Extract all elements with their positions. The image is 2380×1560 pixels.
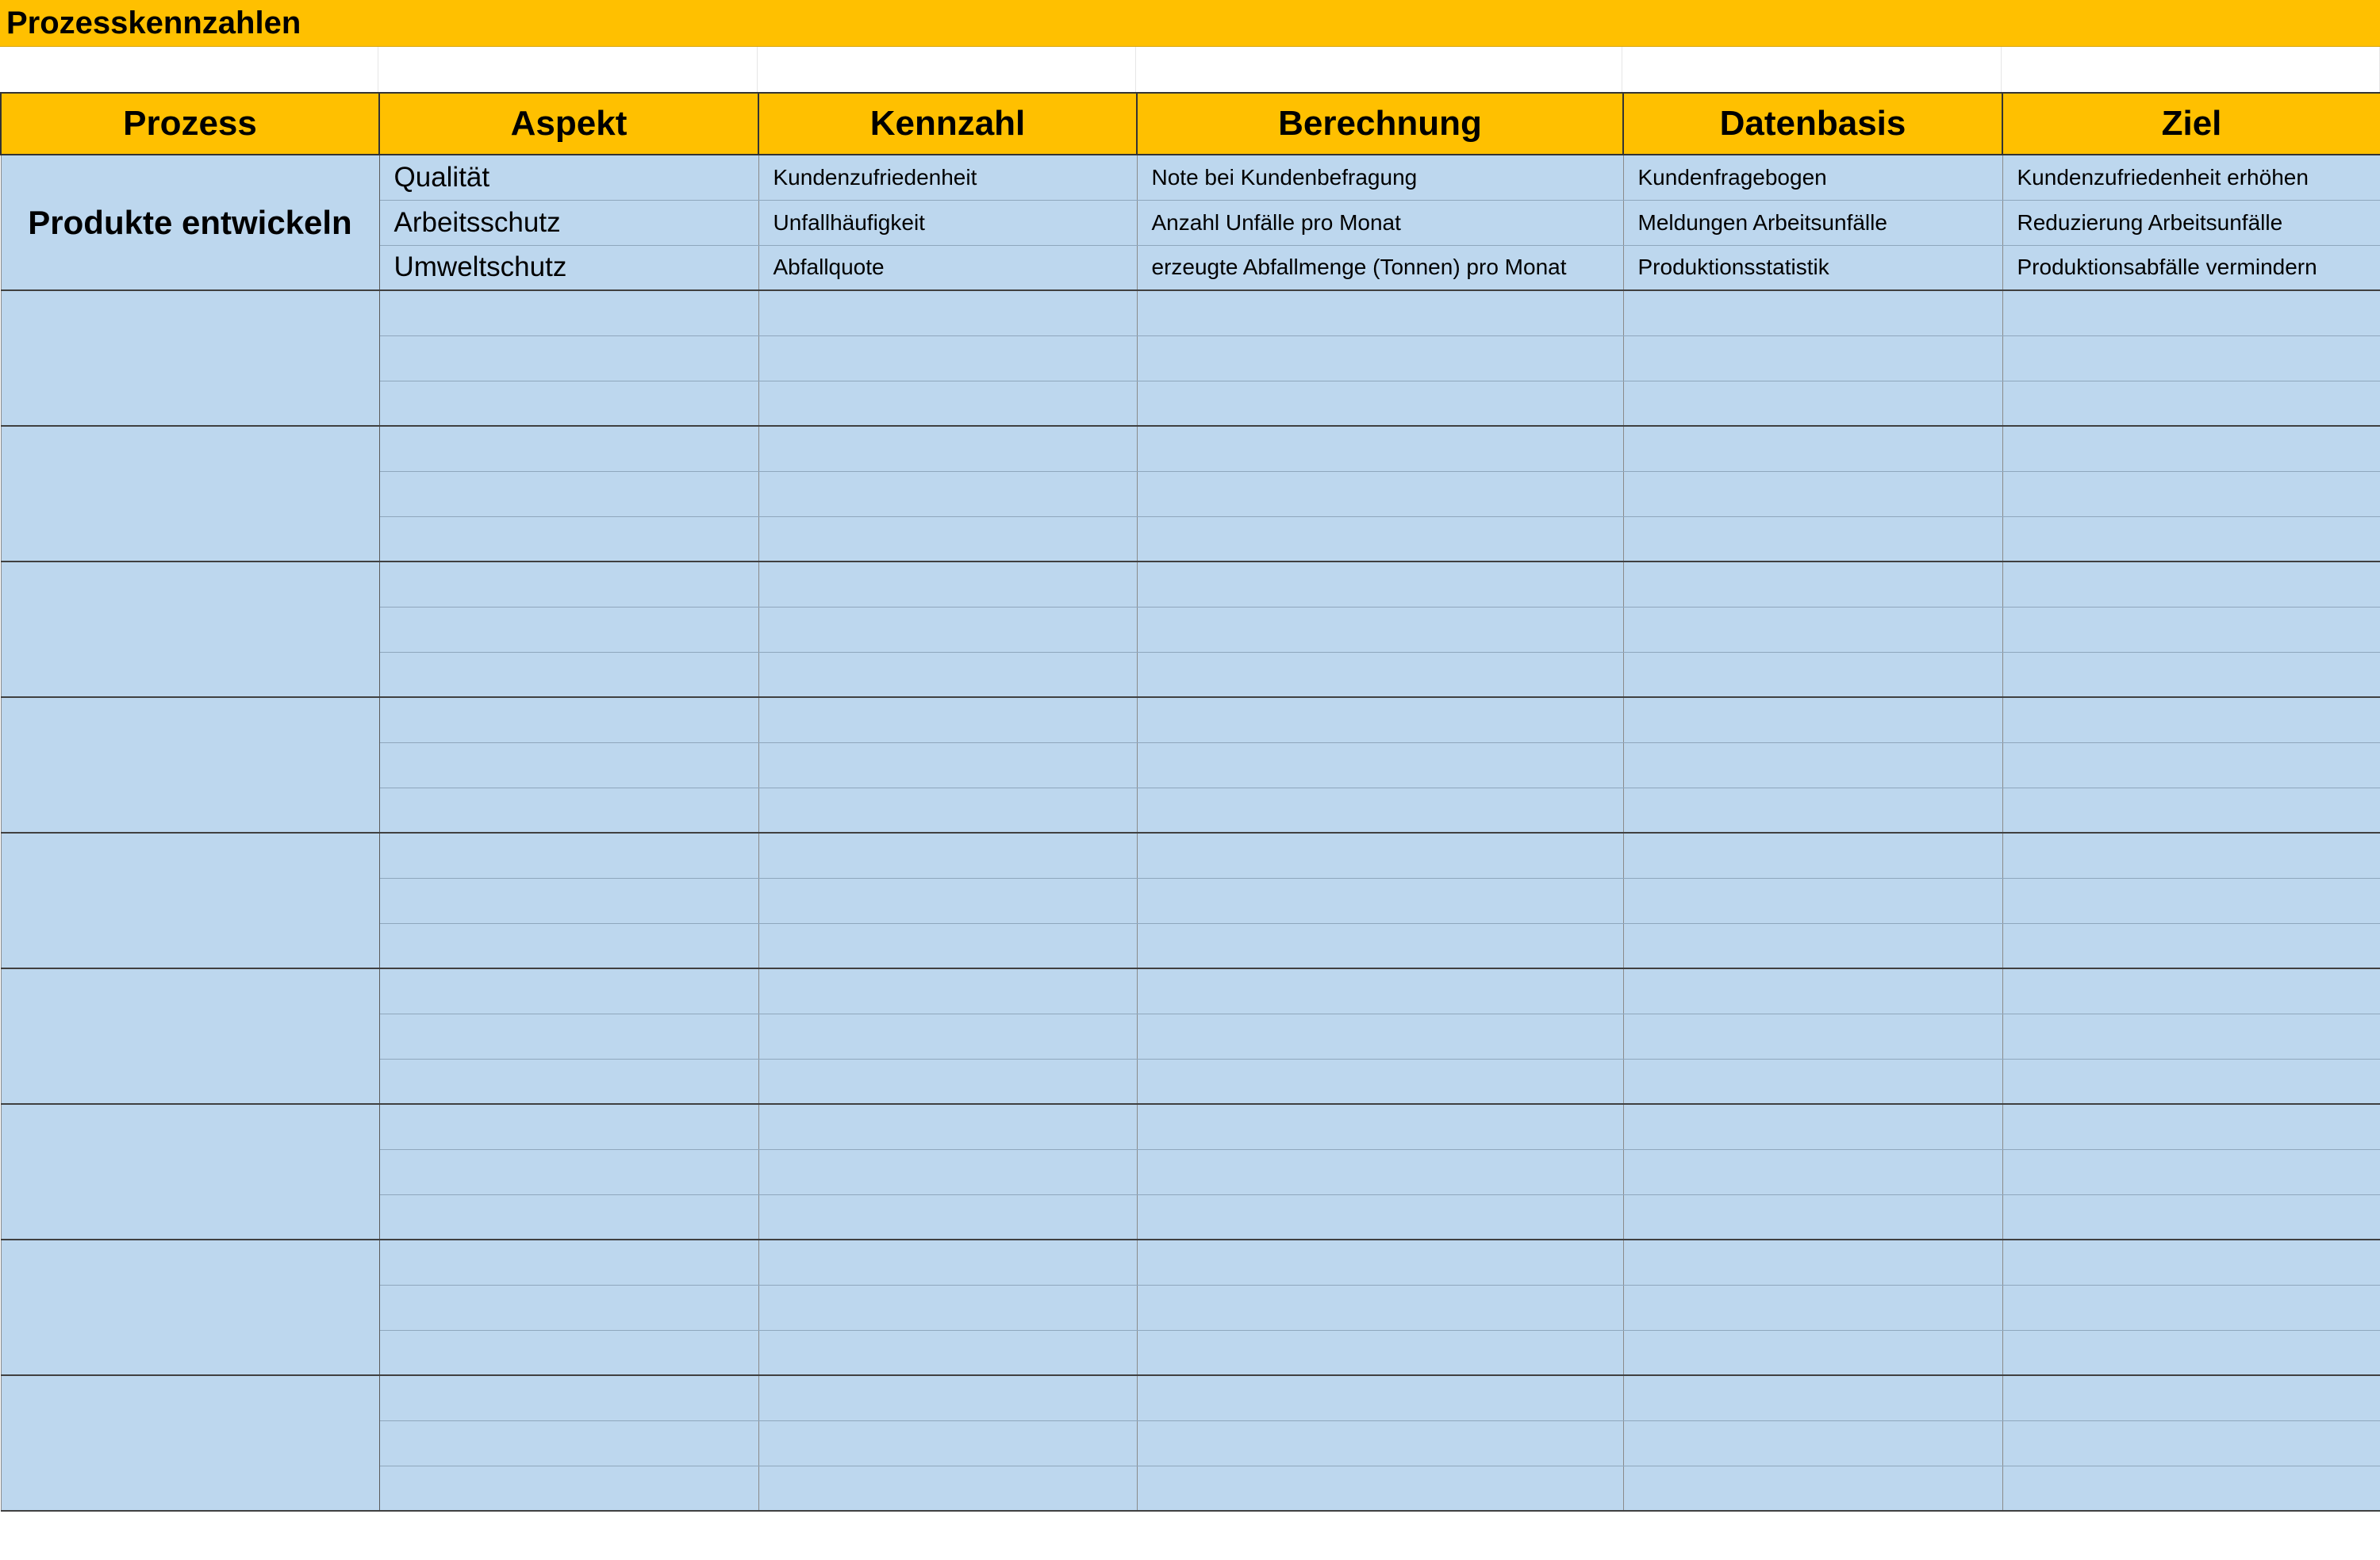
cell-datenbasis[interactable]	[1623, 381, 2002, 426]
cell-kennzahl[interactable]: Unfallhäufigkeit	[758, 200, 1137, 245]
cell-aspekt[interactable]	[379, 697, 758, 742]
cell-berechnung[interactable]	[1137, 1194, 1623, 1240]
cell-aspekt[interactable]	[379, 878, 758, 923]
cell-kennzahl[interactable]	[758, 1330, 1137, 1375]
cell-aspekt[interactable]	[379, 1240, 758, 1285]
cell-datenbasis[interactable]	[1623, 1285, 2002, 1330]
cell-berechnung[interactable]	[1137, 923, 1623, 968]
cell-datenbasis[interactable]	[1623, 335, 2002, 381]
cell-prozess[interactable]	[1, 833, 379, 968]
cell-berechnung[interactable]	[1137, 1149, 1623, 1194]
cell-aspekt[interactable]	[379, 290, 758, 335]
header-prozess[interactable]: Prozess	[1, 93, 379, 155]
table-row	[1, 290, 2380, 335]
cell-kennzahl[interactable]	[758, 1240, 1137, 1285]
cell-aspekt[interactable]	[379, 1149, 758, 1194]
cell-berechnung[interactable]	[1137, 1059, 1623, 1104]
cell-aspekt[interactable]: Umweltschutz	[379, 245, 758, 290]
cell-kennzahl[interactable]	[758, 697, 1137, 742]
cell-kennzahl[interactable]: Abfallquote	[758, 245, 1137, 290]
cell-ziel[interactable]	[2002, 335, 2380, 381]
cell-ziel[interactable]	[2002, 923, 2380, 968]
cell-ziel[interactable]: Produktionsabfälle vermindern	[2002, 245, 2380, 290]
cell-ziel[interactable]	[2002, 833, 2380, 878]
table-row	[1, 562, 2380, 607]
cell-aspekt[interactable]	[379, 516, 758, 562]
cell-datenbasis[interactable]	[1623, 607, 2002, 652]
cell-aspekt[interactable]	[379, 381, 758, 426]
cell-datenbasis[interactable]	[1623, 697, 2002, 742]
cell-ziel[interactable]	[2002, 290, 2380, 335]
cell-berechnung[interactable]	[1137, 1104, 1623, 1149]
cell-ziel[interactable]	[2002, 1104, 2380, 1149]
cell-aspekt[interactable]	[379, 1330, 758, 1375]
cell-aspekt[interactable]	[379, 426, 758, 471]
cell-datenbasis[interactable]	[1623, 968, 2002, 1014]
table-row	[1, 155, 2380, 200]
cell-aspekt[interactable]	[379, 471, 758, 516]
cell-datenbasis[interactable]: Kundenfragebogen	[1623, 155, 2002, 200]
cell-aspekt[interactable]	[379, 788, 758, 833]
cell-aspekt[interactable]	[379, 833, 758, 878]
cell-kennzahl[interactable]	[758, 1466, 1137, 1511]
cell-ziel[interactable]	[2002, 562, 2380, 607]
cell-datenbasis[interactable]: Produktionsstatistik	[1623, 245, 2002, 290]
cell-ziel[interactable]	[2002, 1420, 2380, 1466]
table-row	[1, 1375, 2380, 1420]
cell-datenbasis[interactable]	[1623, 1014, 2002, 1059]
cell-kennzahl[interactable]	[758, 788, 1137, 833]
cell-datenbasis[interactable]	[1623, 1330, 2002, 1375]
cell-prozess[interactable]	[1, 1375, 379, 1511]
cell-ziel[interactable]	[2002, 1466, 2380, 1511]
cell-aspekt[interactable]	[379, 923, 758, 968]
cell-aspekt[interactable]	[379, 742, 758, 788]
cell-kennzahl[interactable]	[758, 381, 1137, 426]
cell-berechnung[interactable]	[1137, 471, 1623, 516]
empty-cell[interactable]	[2002, 47, 2380, 92]
empty-cell[interactable]	[0, 47, 378, 92]
cell-aspekt[interactable]	[379, 1014, 758, 1059]
header-ziel[interactable]: Ziel	[2002, 93, 2380, 155]
cell-prozess[interactable]	[1, 968, 379, 1104]
cell-ziel[interactable]	[2002, 878, 2380, 923]
cell-aspekt[interactable]	[379, 1285, 758, 1330]
cell-datenbasis[interactable]	[1623, 1149, 2002, 1194]
cell-kennzahl[interactable]	[758, 1375, 1137, 1420]
cell-kennzahl[interactable]	[758, 1104, 1137, 1149]
cell-kennzahl[interactable]	[758, 471, 1137, 516]
cell-ziel[interactable]	[2002, 1375, 2380, 1420]
cell-datenbasis[interactable]	[1623, 742, 2002, 788]
cell-berechnung[interactable]	[1137, 335, 1623, 381]
cell-ziel[interactable]	[2002, 652, 2380, 697]
cell-aspekt[interactable]	[379, 335, 758, 381]
cell-datenbasis[interactable]	[1623, 923, 2002, 968]
cell-prozess[interactable]	[1, 1240, 379, 1375]
header-datenbasis[interactable]: Datenbasis	[1623, 93, 2002, 155]
cell-kennzahl[interactable]	[758, 1149, 1137, 1194]
cell-berechnung[interactable]	[1137, 607, 1623, 652]
cell-berechnung[interactable]	[1137, 1240, 1623, 1285]
table-row	[1, 833, 2380, 878]
cell-datenbasis[interactable]	[1623, 1420, 2002, 1466]
cell-berechnung[interactable]	[1137, 833, 1623, 878]
cell-ziel[interactable]	[2002, 607, 2380, 652]
sheet-title[interactable]: Prozesskennzahlen	[0, 0, 2380, 47]
cell-datenbasis[interactable]	[1623, 1375, 2002, 1420]
cell-aspekt[interactable]	[379, 1104, 758, 1149]
kennzahlen-table	[0, 92, 2380, 1512]
cell-aspekt[interactable]	[379, 1375, 758, 1420]
cell-ziel[interactable]	[2002, 1240, 2380, 1285]
cell-berechnung[interactable]	[1137, 1375, 1623, 1420]
cell-berechnung[interactable]	[1137, 1014, 1623, 1059]
cell-prozess[interactable]	[1, 1104, 379, 1240]
cell-ziel[interactable]	[2002, 1330, 2380, 1375]
cell-datenbasis[interactable]	[1623, 290, 2002, 335]
cell-berechnung[interactable]	[1137, 426, 1623, 471]
empty-row[interactable]	[0, 47, 2380, 92]
cell-datenbasis[interactable]	[1623, 1466, 2002, 1511]
cell-aspekt[interactable]	[379, 968, 758, 1014]
cell-datenbasis[interactable]	[1623, 1104, 2002, 1149]
cell-ziel[interactable]	[2002, 426, 2380, 471]
cell-aspekt[interactable]	[379, 1194, 758, 1240]
empty-cell[interactable]	[758, 47, 1136, 92]
cell-ziel[interactable]	[2002, 1059, 2380, 1104]
header-berechnung[interactable]: Berechnung	[1137, 93, 1623, 155]
cell-datenbasis[interactable]	[1623, 562, 2002, 607]
cell-datenbasis[interactable]	[1623, 1240, 2002, 1285]
cell-kennzahl[interactable]: Kundenzufriedenheit	[758, 155, 1137, 200]
empty-cell[interactable]	[378, 47, 758, 92]
cell-kennzahl[interactable]	[758, 562, 1137, 607]
cell-datenbasis[interactable]	[1623, 471, 2002, 516]
cell-aspekt[interactable]	[379, 607, 758, 652]
header-kennzahl[interactable]: Kennzahl	[758, 93, 1137, 155]
cell-aspekt[interactable]	[379, 1420, 758, 1466]
cell-kennzahl[interactable]	[758, 833, 1137, 878]
empty-cell[interactable]	[1622, 47, 2002, 92]
cell-kennzahl[interactable]	[758, 516, 1137, 562]
cell-berechnung[interactable]	[1137, 652, 1623, 697]
cell-berechnung[interactable]	[1137, 562, 1623, 607]
cell-berechnung[interactable]	[1137, 381, 1623, 426]
table-row	[1, 1104, 2380, 1149]
cell-berechnung[interactable]	[1137, 968, 1623, 1014]
cell-kennzahl[interactable]	[758, 335, 1137, 381]
cell-aspekt[interactable]	[379, 1466, 758, 1511]
cell-kennzahl[interactable]	[758, 923, 1137, 968]
cell-aspekt[interactable]: Arbeitsschutz	[379, 200, 758, 245]
cell-berechnung[interactable]: Note bei Kundenbefragung	[1137, 155, 1623, 200]
cell-ziel[interactable]	[2002, 1285, 2380, 1330]
cell-kennzahl[interactable]	[758, 1194, 1137, 1240]
cell-kennzahl[interactable]	[758, 426, 1137, 471]
header-row	[1, 93, 2380, 155]
cell-kennzahl[interactable]	[758, 1420, 1137, 1466]
cell-datenbasis[interactable]: Meldungen Arbeitsunfälle	[1623, 200, 2002, 245]
cell-aspekt[interactable]: Qualität	[379, 155, 758, 200]
cell-aspekt[interactable]	[379, 1059, 758, 1104]
cell-ziel[interactable]	[2002, 742, 2380, 788]
cell-datenbasis[interactable]	[1623, 788, 2002, 833]
cell-berechnung[interactable]	[1137, 697, 1623, 742]
cell-berechnung[interactable]: Anzahl Unfälle pro Monat	[1137, 200, 1623, 245]
cell-berechnung[interactable]	[1137, 1330, 1623, 1375]
cell-datenbasis[interactable]	[1623, 878, 2002, 923]
cell-datenbasis[interactable]	[1623, 1194, 2002, 1240]
cell-berechnung[interactable]	[1137, 742, 1623, 788]
cell-kennzahl[interactable]	[758, 607, 1137, 652]
cell-ziel[interactable]	[2002, 381, 2380, 426]
cell-prozess[interactable]	[1, 562, 379, 697]
empty-cell[interactable]	[1136, 47, 1622, 92]
cell-datenbasis[interactable]	[1623, 833, 2002, 878]
cell-ziel[interactable]	[2002, 1149, 2380, 1194]
cell-prozess[interactable]	[1, 697, 379, 833]
cell-berechnung[interactable]	[1137, 1420, 1623, 1466]
cell-berechnung[interactable]	[1137, 788, 1623, 833]
table-row	[1, 1240, 2380, 1285]
cell-ziel[interactable]: Kundenzufriedenheit erhöhen	[2002, 155, 2380, 200]
cell-kennzahl[interactable]	[758, 878, 1137, 923]
cell-kennzahl[interactable]	[758, 1285, 1137, 1330]
cell-kennzahl[interactable]	[758, 1059, 1137, 1104]
table-row	[1, 697, 2380, 742]
cell-prozess[interactable]	[1, 426, 379, 562]
cell-kennzahl[interactable]	[758, 1014, 1137, 1059]
cell-ziel[interactable]	[2002, 1194, 2380, 1240]
table-row	[1, 968, 2380, 1014]
cell-kennzahl[interactable]	[758, 290, 1137, 335]
cell-prozess[interactable]: Produkte entwickeln	[1, 155, 379, 290]
cell-aspekt[interactable]	[379, 562, 758, 607]
cell-datenbasis[interactable]	[1623, 516, 2002, 562]
cell-datenbasis[interactable]	[1623, 652, 2002, 697]
cell-kennzahl[interactable]	[758, 652, 1137, 697]
cell-ziel[interactable]: Reduzierung Arbeitsunfälle	[2002, 200, 2380, 245]
cell-datenbasis[interactable]	[1623, 1059, 2002, 1104]
cell-berechnung[interactable]	[1137, 1466, 1623, 1511]
cell-ziel[interactable]	[2002, 471, 2380, 516]
table-row	[1, 426, 2380, 471]
cell-ziel[interactable]	[2002, 968, 2380, 1014]
cell-berechnung[interactable]	[1137, 290, 1623, 335]
cell-berechnung[interactable]	[1137, 1285, 1623, 1330]
cell-berechnung[interactable]	[1137, 878, 1623, 923]
cell-kennzahl[interactable]	[758, 968, 1137, 1014]
table-body	[1, 155, 2380, 1511]
cell-ziel[interactable]	[2002, 788, 2380, 833]
cell-datenbasis[interactable]	[1623, 426, 2002, 471]
header-aspekt[interactable]: Aspekt	[379, 93, 758, 155]
cell-ziel[interactable]	[2002, 516, 2380, 562]
cell-berechnung[interactable]: erzeugte Abfallmenge (Tonnen) pro Monat	[1137, 245, 1623, 290]
cell-prozess[interactable]	[1, 290, 379, 426]
cell-ziel[interactable]	[2002, 697, 2380, 742]
cell-aspekt[interactable]	[379, 652, 758, 697]
cell-ziel[interactable]	[2002, 1014, 2380, 1059]
cell-kennzahl[interactable]	[758, 742, 1137, 788]
cell-berechnung[interactable]	[1137, 516, 1623, 562]
